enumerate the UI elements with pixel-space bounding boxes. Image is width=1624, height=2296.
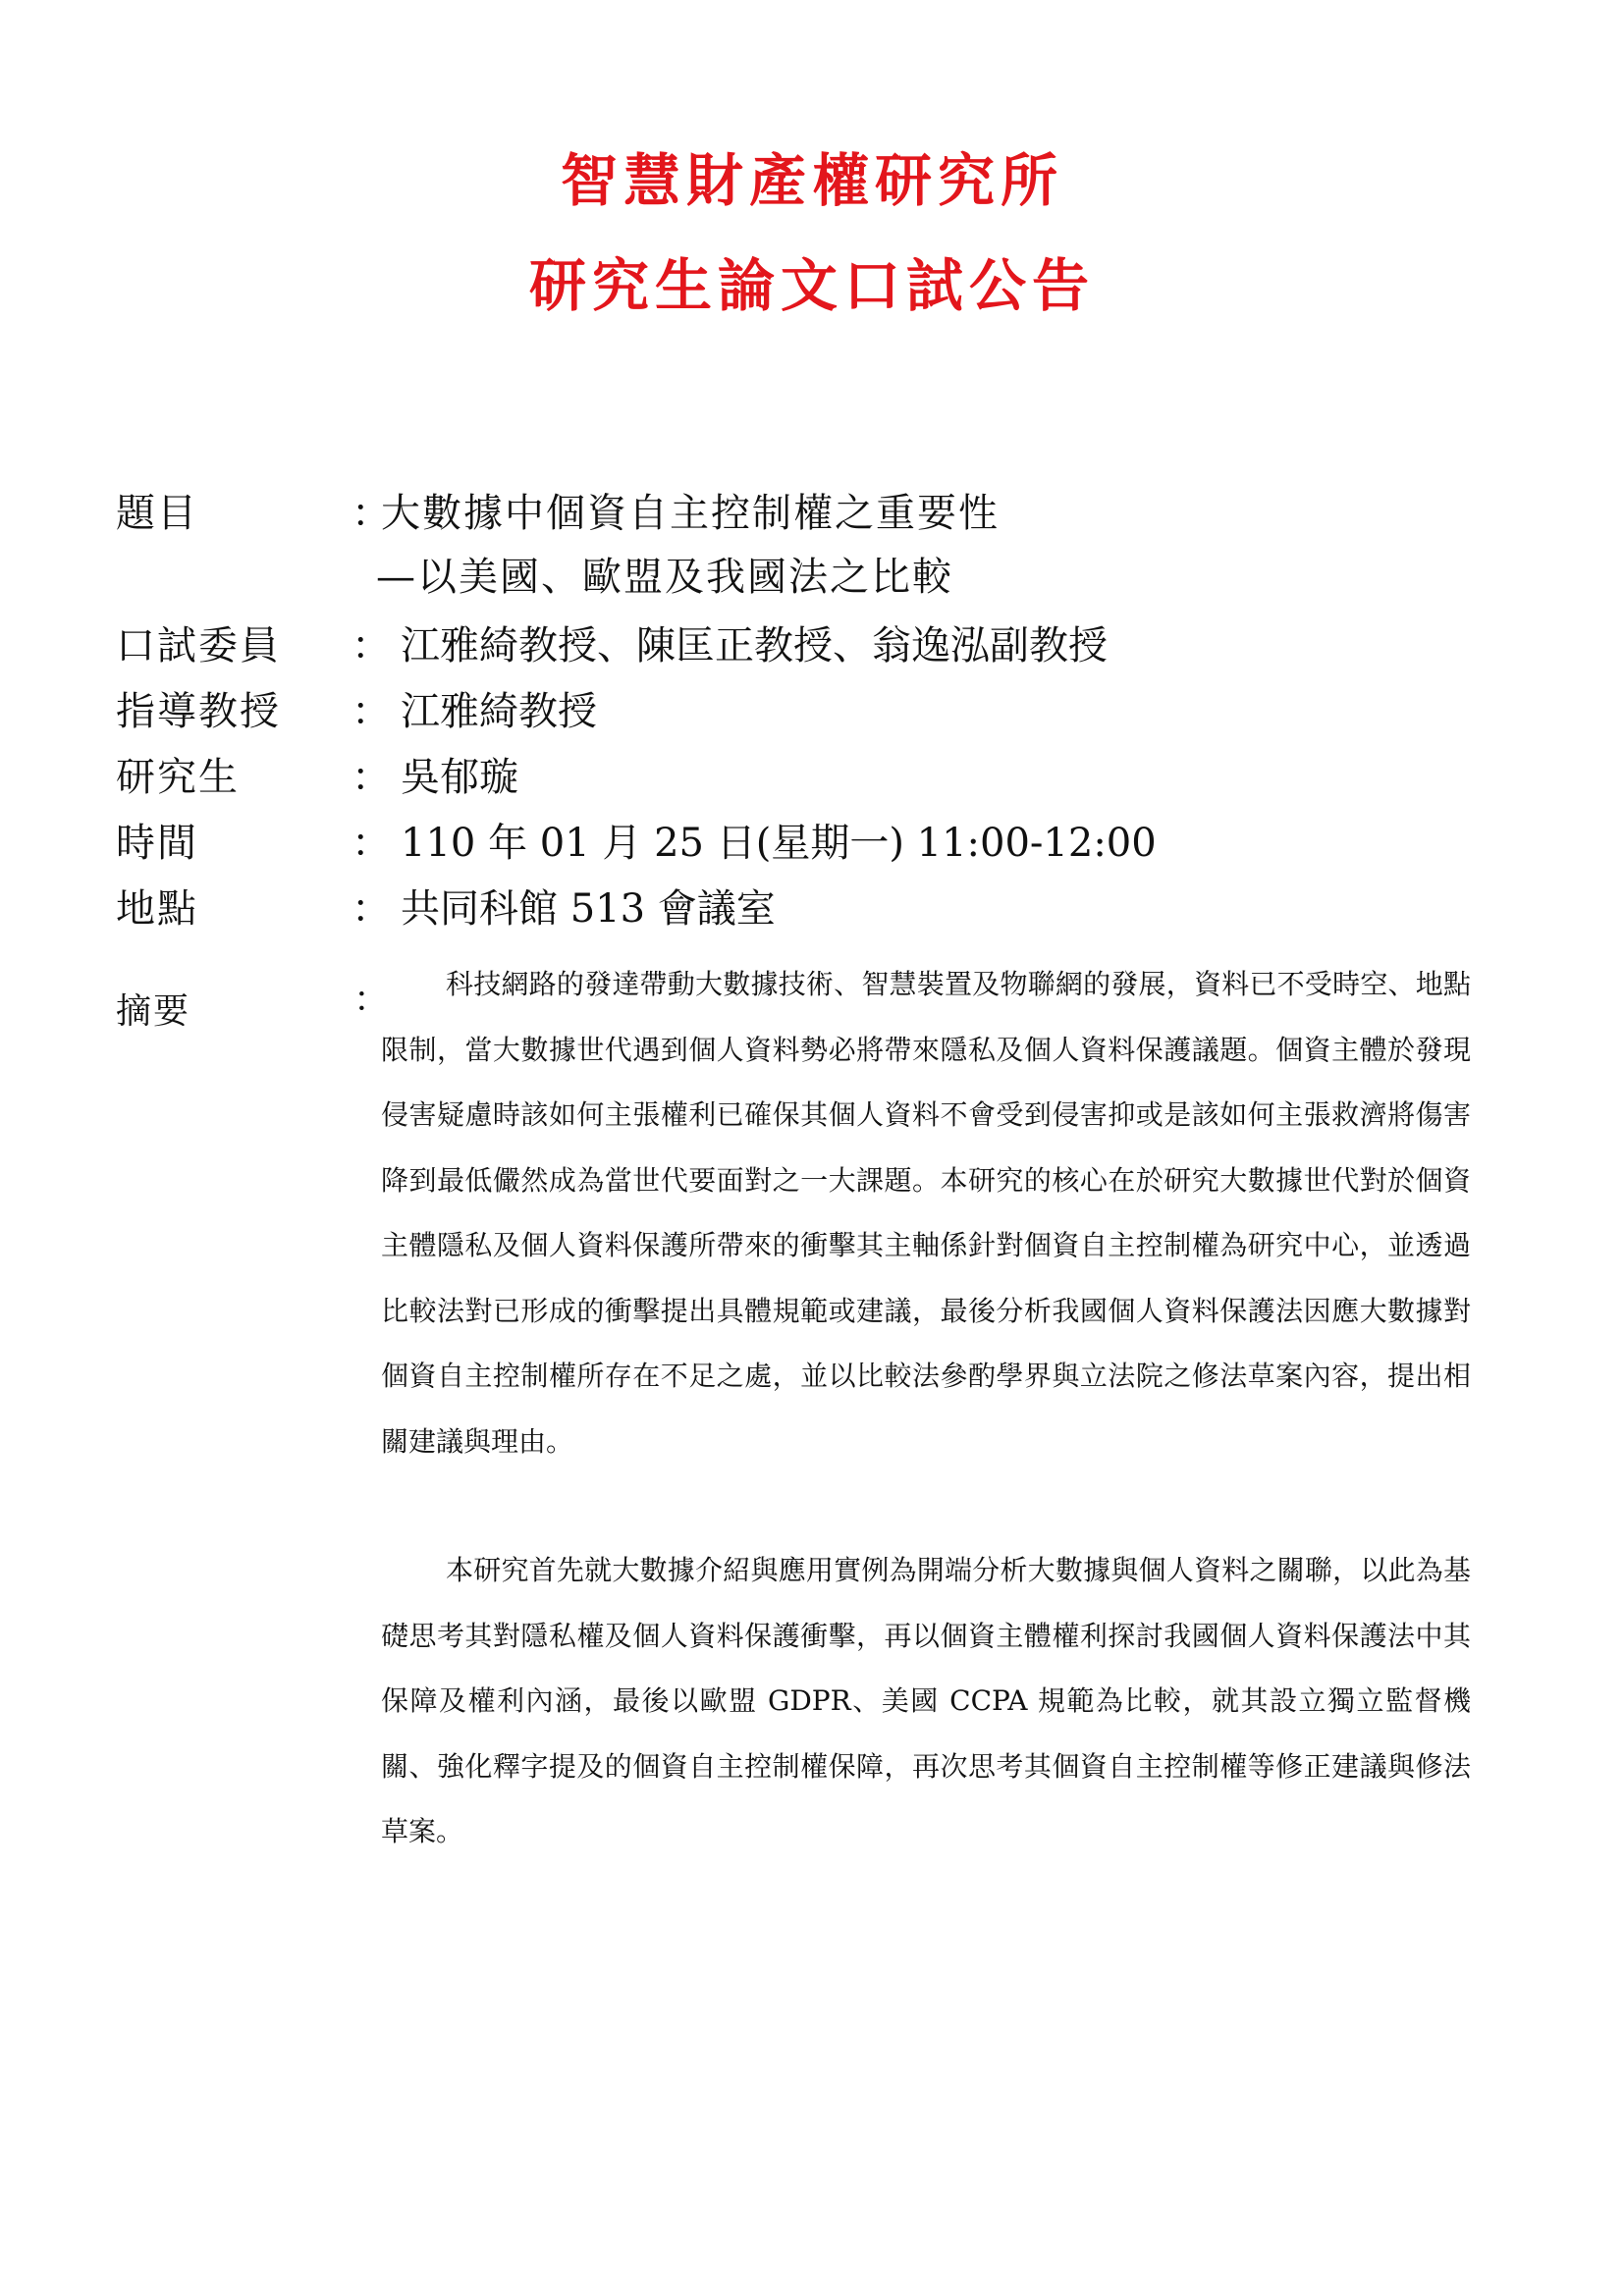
advisor-value: 江雅綺教授 bbox=[401, 689, 597, 734]
topic-colon: ： bbox=[352, 491, 391, 536]
advisor-colon: ： bbox=[352, 689, 391, 734]
student-label: 研究生 bbox=[116, 755, 240, 800]
student-value: 吳郁璇 bbox=[401, 755, 518, 800]
committee-row bbox=[0, 618, 1624, 673]
committee-label: 口試委員 bbox=[116, 623, 281, 668]
advisor-row bbox=[0, 684, 1624, 739]
student-colon: ： bbox=[352, 755, 391, 800]
student-row bbox=[0, 750, 1624, 805]
committee-colon: ： bbox=[352, 623, 391, 668]
location-row bbox=[0, 881, 1624, 936]
time-value: 110 年 01 月 25 日(星期一) 11:00-12:00 bbox=[401, 821, 1157, 866]
abstract-label: 摘要 bbox=[116, 991, 191, 1032]
topic-value-line-2: —以美國、歐盟及我國法之比較 bbox=[376, 555, 953, 600]
topic-value-line-1: 大數據中個資自主控制權之重要性 bbox=[381, 491, 1000, 536]
abstract-paragraph-2: 本研究首先就大數據介紹與應用實例為開端分析大數據與個人資料之關聯，以此為基礎思考其對隱私權及個人資料保護衝擊，再以個資主體權利探討我國個人資料保護法中其保障及權利內涵，最後以歐盟 GDPR、美國 CCPA 規範為比較，就其設立獨立監督機關、強化釋字提及的個資自主控制權保障，再次思考其個資自主控制權等修正建議與修法草案。 bbox=[381, 1554, 1471, 1847]
committee-value: 江雅綺教授、陳匡正教授、翁逸泓副教授 bbox=[401, 623, 1108, 668]
abstract-paragraph-1: 科技網路的發達帶動大數據技術、智慧裝置及物聯網的發展，資料已不受時空、地點限制，當大數據世代遇到個人資料勢必將帶來隱私及個人資料保護議題。個資主體於發現侵害疑慮時該如何主張權利已確保其個人資料不會受到侵害抑或是該如何主張救濟將傷害降到最低儼然成為當世代要面對之一大課題。本研究的核心在於研究大數據世代對於個資主體隱私及個人資料保護所帶來的衝擊其主軸係針對個資自主控制權為研究中心，並透過比較法對已形成的衝擊提出具體規範或建議，最後分析我國個人資料保護法因應大數據對個資自主控制權所存在不足之處，並以比較法參酌學界與立法院之修法草案內容，提出相關建議與理由。 bbox=[381, 968, 1471, 1458]
time-label: 時間 bbox=[116, 821, 198, 866]
time-row bbox=[0, 816, 1624, 871]
abstract-colon: ： bbox=[353, 980, 390, 1020]
topic-label: 題目 bbox=[116, 491, 198, 536]
page-title-institute: 智慧財產權研究所 bbox=[560, 147, 1063, 214]
topic-row bbox=[0, 486, 1624, 541]
location-value: 共同科館 513 會議室 bbox=[401, 886, 776, 932]
location-label: 地點 bbox=[116, 886, 198, 932]
location-colon: ： bbox=[352, 886, 391, 932]
time-colon: ： bbox=[352, 821, 391, 866]
page-title-announcement: 研究生論文口試公告 bbox=[528, 252, 1095, 319]
advisor-label: 指導教授 bbox=[116, 689, 281, 734]
